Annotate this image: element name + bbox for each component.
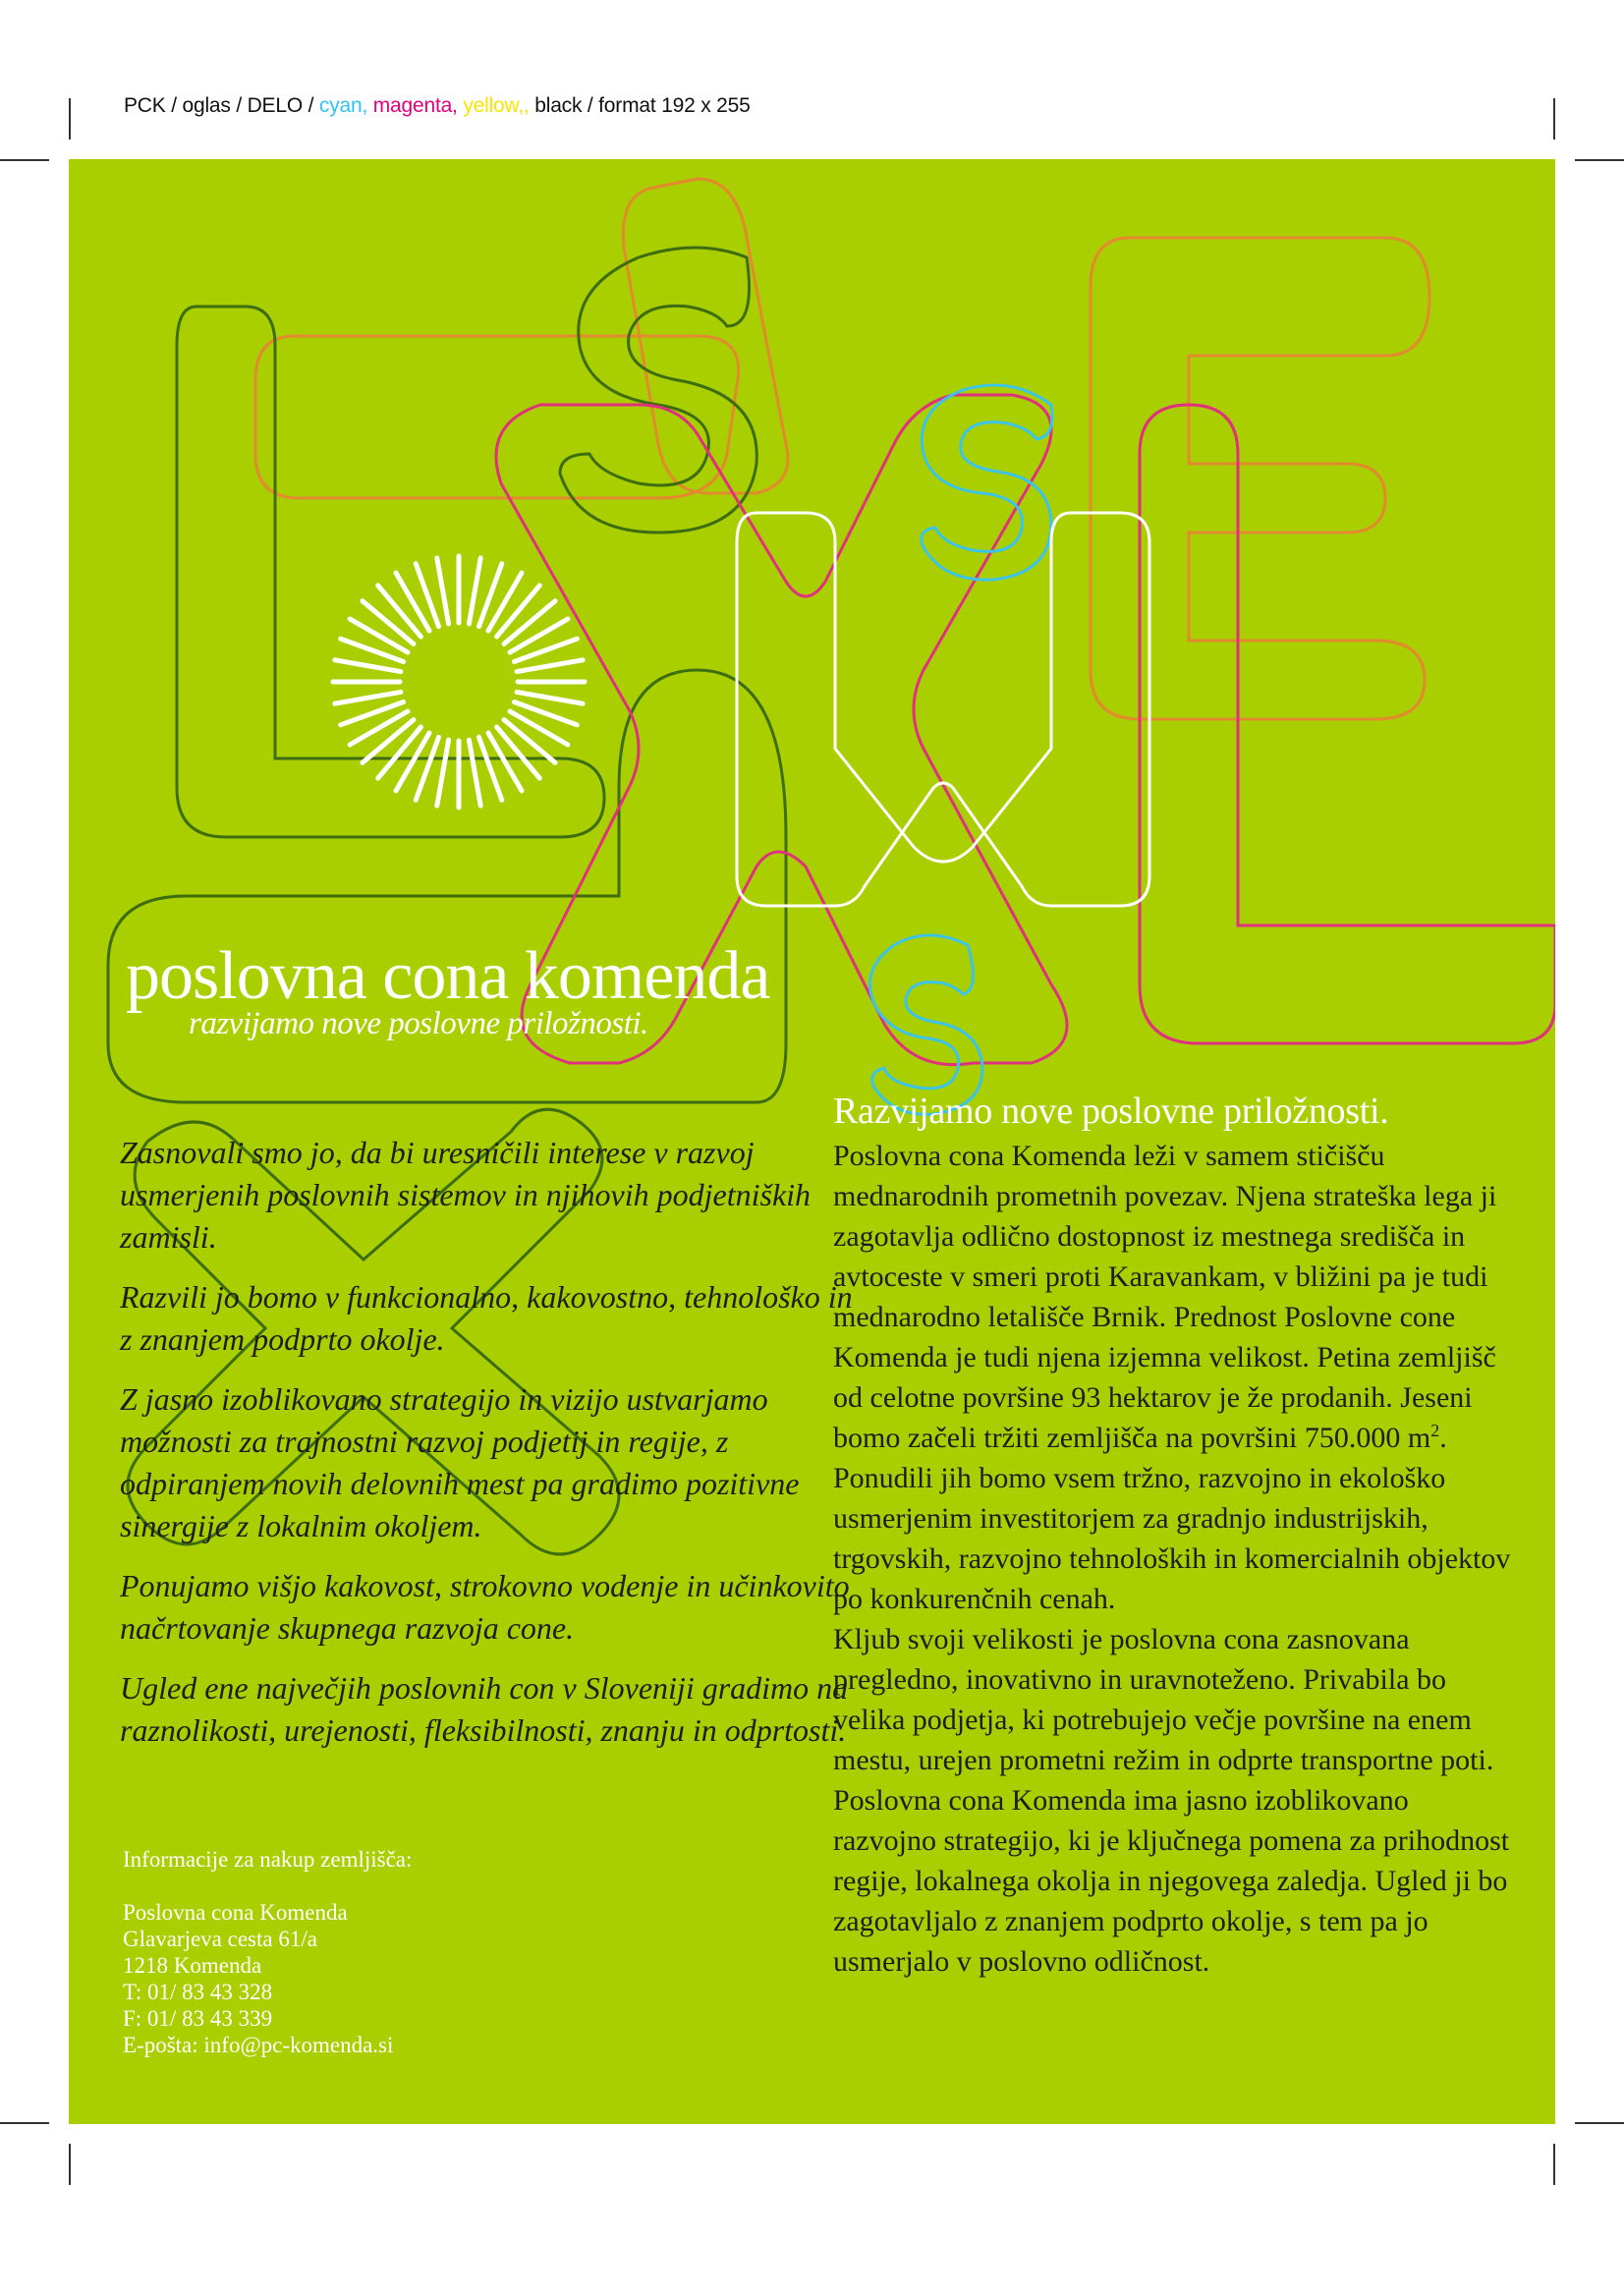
dark-outline-letter-s — [560, 248, 756, 532]
sunburst-ray — [469, 740, 480, 806]
crop-mark — [0, 2122, 49, 2124]
article-paragraph: Poslovna cona Komenda ima jasno izoblikovano razvojno strategijo, ki je ključnega pomena za prihodnost regije, lokalnega okolja in njegovega zaledja. Ugled ji bo zagotavljalo z znanjem podprto okolje, s tem pa jo usmerjalo v poslovno odličnost. — [833, 1784, 1510, 1978]
article-p1-text-end: . Ponudili jih bomo vsem tržno, razvojno in ekološko usmerjenim investitorjem za gradnjo industrijskih, trgovskih, razvojno tehnoloških in komercialnih objektov po konkurenčnih cenah. — [833, 1422, 1511, 1615]
print-slug — [124, 94, 751, 118]
article-title: Razvijamo nove poslovne priložnosti. — [833, 1091, 1389, 1132]
contact-phone: T: 01/ 83 43 328 — [123, 1980, 273, 2004]
crop-mark — [69, 98, 71, 140]
intro-paragraph: Zasnovali smo jo, da bi uresničili interese v razvoj usmerjenih poslovnih sistemov in njihovih podjetniških zamisli. — [120, 1135, 812, 1255]
crop-mark — [1553, 98, 1555, 140]
article-paragraph — [833, 1136, 1511, 1619]
dark-outline-letter-l — [177, 307, 604, 837]
slug-prefix: PCK / oglas / DELO / — [124, 94, 319, 117]
sunburst-ray — [517, 660, 583, 672]
sunburst-ray — [335, 660, 401, 672]
contact-block — [123, 1846, 712, 2058]
contact-street: Glavarjeva cesta 61/a — [123, 1927, 317, 1951]
intro-text — [120, 1132, 867, 1769]
intro-paragraph: Ugled ene največjih poslovnih con v Sloveniji gradimo na raznolikosti, urejenosti, fleksibilnosti, znanju in odprtosti. — [120, 1670, 849, 1748]
intro-paragraph: Z jasno izoblikovano strategijo in vizijo ustvarjamo možnosti za trajnostni razvoj podjetij in regije, z odpiranjem novih delovnih mest pa gradimo pozitivne sinergije z lokalnim okoljem. — [120, 1381, 800, 1543]
sunburst-ray — [437, 558, 449, 624]
sunburst-ray — [517, 692, 583, 703]
brand-subtitle: razvijamo nove poslovne priložnosti. — [189, 1006, 648, 1041]
orange-outline-letter-e — [1091, 238, 1429, 719]
crop-mark — [69, 2144, 71, 2185]
white-outline-letter-w — [737, 513, 1149, 906]
intro-paragraph: Ponujamo višjo kakovost, strokovno vodenje in učinkovito načrtovanje skupnega razvoja cone. — [120, 1568, 850, 1646]
slug-cyan: cyan, — [318, 94, 368, 117]
crop-mark — [1553, 2144, 1555, 2185]
sunburst-ray — [335, 692, 401, 703]
contact-label: Informacije za nakup zemljišča: — [123, 1847, 413, 1872]
brand-title: poslovna cona komenda — [126, 938, 770, 1014]
slug-magenta: magenta, — [372, 94, 458, 117]
contact-fax: F: 01/ 83 43 339 — [123, 2006, 273, 2031]
contact-email: E-pošta: info@pc-komenda.si — [123, 2033, 394, 2057]
slug-suffix: black / format 192 x 255 — [529, 94, 751, 117]
magenta-outline-letter-l — [1140, 405, 1555, 1043]
crop-mark — [1575, 2122, 1624, 2124]
intro-paragraph: Razvili jo bomo v funkcionalno, kakovostno, tehnološko in z znanjem podprto okolje. — [120, 1279, 853, 1357]
sunburst-icon — [333, 556, 585, 808]
cyan-outline-letter-s-lower — [870, 935, 983, 1114]
sunburst-ray — [437, 740, 449, 806]
crop-mark — [1575, 159, 1624, 161]
slug-yellow: yellow,, — [463, 94, 530, 117]
contact-company: Poslovna cona Komenda — [123, 1900, 348, 1925]
article-p1-superscript: 2 — [1430, 1421, 1440, 1440]
crop-mark — [0, 159, 49, 161]
article-body — [833, 1136, 1511, 1982]
sunburst-ray — [469, 558, 480, 624]
contact-city: 1218 Komenda — [123, 1953, 262, 1978]
ad-panel — [69, 159, 1555, 2124]
sunburst-center — [405, 628, 513, 736]
cyan-outline-letter-s — [922, 385, 1052, 580]
article-p1-text: Poslovna cona Komenda leži v samem stičišču mednarodnih prometnih povezav. Njena strateška lega ji zagotavlja odlično dostopnost iz mestnega središča in avtoceste v smeri proti Karavankam, v bližini pa je tudi mednarodno letališče Brnik. Prednost Poslovne cone Komenda je tudi njena izjemna velikost. Petina zemljišč od celotne površine 93 hektarov je že prodanih. Jeseni bomo začeli tržiti zemljišča na površini 750.000 m — [833, 1140, 1497, 1454]
article-paragraph: Kljub svoji velikosti je poslovna cona zasnovana pregledno, inovativno in uravnoteženo. Privabila bo velika podjetja, ki potrebujejo večje površine na enem mestu, urejen prometni režim in odprte transportne poti. — [833, 1623, 1494, 1776]
